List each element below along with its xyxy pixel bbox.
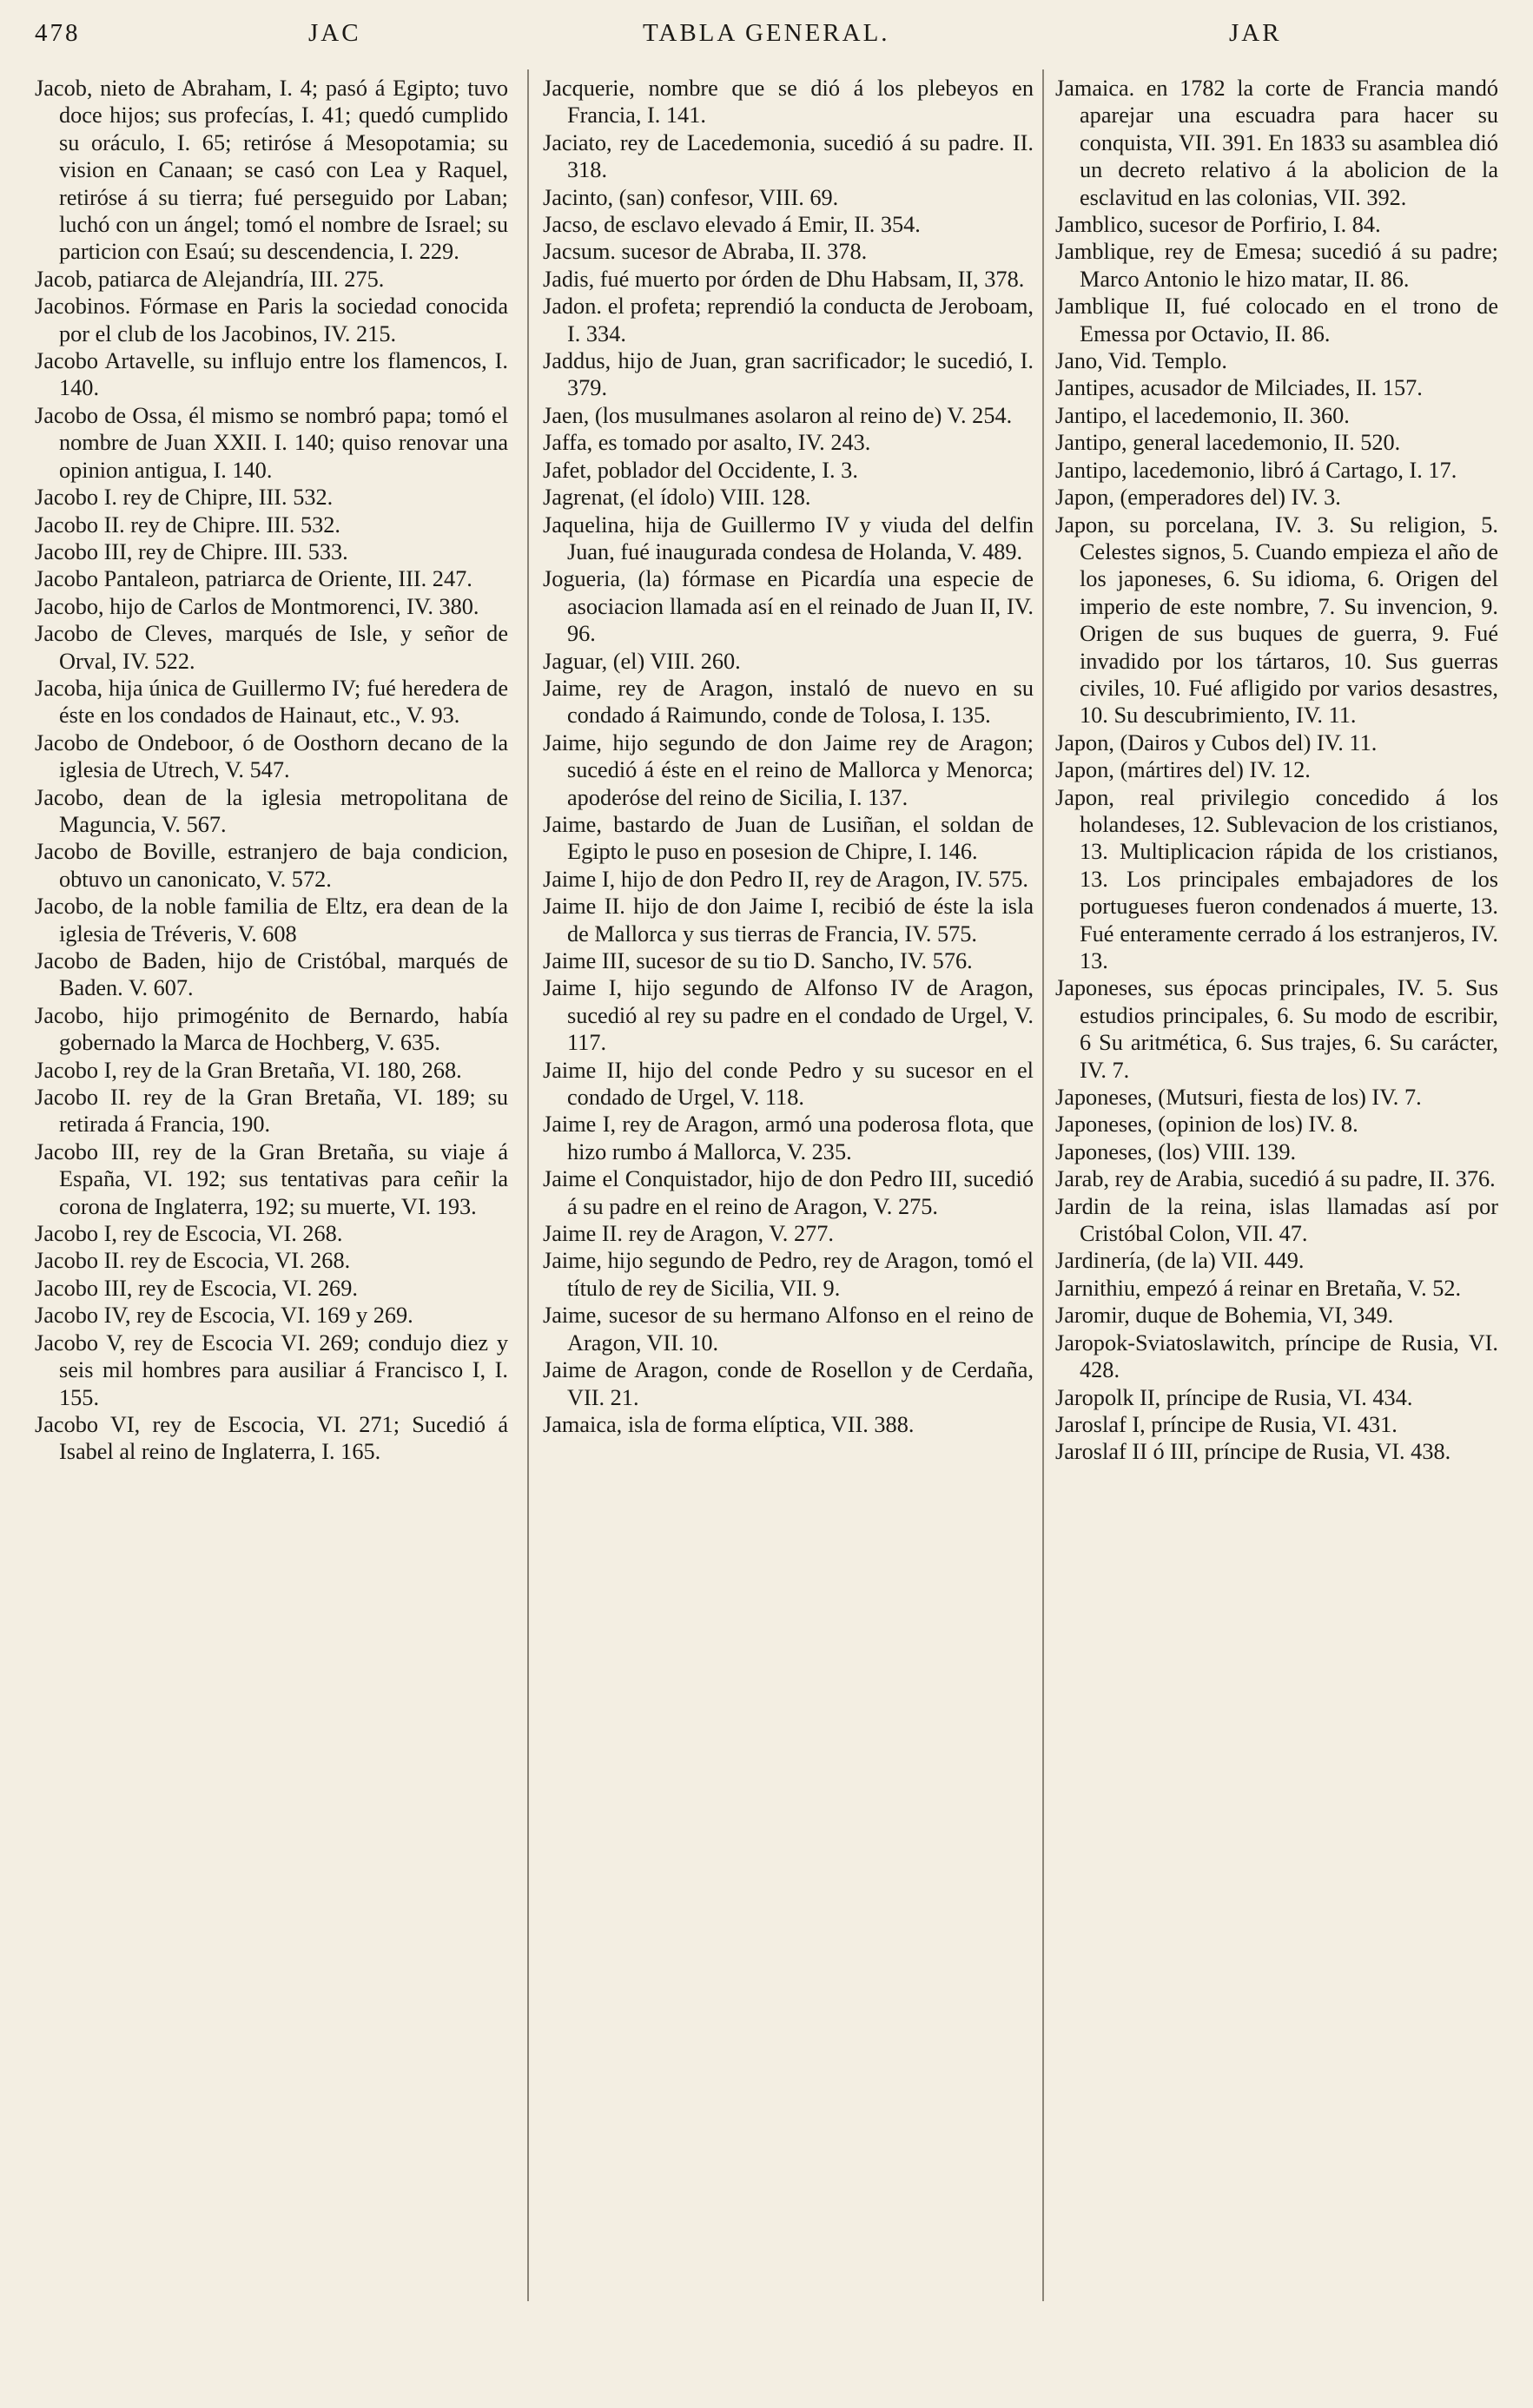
index-entry: Jacob, nieto de Abraham, I. 4; pasó á Egipto; tuvo doce hijos; sus profecías, I. 41; quedó cumplido su oráculo, I. 65; retiróse á Mesopotamia; su vision en Canaan; se casó con Lea y Raquel, retiróse á su tierra; fué perseguido por Laban; luchó con un ángel; tomó el nombre de Israel; su particion con Esaú; su descendencia, I. 229. [35,76,508,265]
index-entry: Jantipes, acusador de Milciades, II. 157. [1055,375,1423,401]
index-entry: Japon, (mártires del) IV. 12. [1055,757,1311,783]
column-divider-1 [527,69,529,2301]
index-entry: Jaquelina, hija de Guillermo IV y viuda del delfin Juan, fué inaugurada condesa de Holanda, V. 489. [543,511,1034,564]
index-entry: Jagrenat, (el ídolo) VIII. 128. [543,485,811,511]
index-entry: Jacobo Artavelle, su influjo entre los flamencos, I. 140. [35,348,508,401]
index-entry: Jacobo VI, rey de Escocia, VI. 271; Sucedió á Isabel al reino de Inglaterra, I. 165. [35,1411,508,1465]
index-entry: Jaroslaf II ó III, príncipe de Rusia, VI. 438. [1055,1439,1451,1465]
index-entry: Jacobo II. rey de la Gran Bretaña, VI. 189; su retirada á Francia, 190. [35,1085,508,1138]
index-entry: Jacobo, hijo primogénito de Bernardo, había gobernado la Marca de Hochberg, V. 635. [35,1002,508,1056]
index-entry: Jaime, sucesor de su hermano Alfonso en el reino de Aragon, VII. 10. [543,1303,1034,1356]
index-entry: Jardinería, (de la) VII. 449. [1055,1248,1305,1274]
page-title: TABLA GENERAL. [643,19,890,47]
index-entry: Japoneses, sus épocas principales, IV. 5. Sus estudios principales, 6. Su modo de escribir, 6 Su aritmética, 6. Sus trajes, 6. Su carácter, IV. 7. [1055,975,1498,1083]
index-entry: Jacobo II. rey de Chipre. III. 532. [35,511,340,538]
index-entry: Jamaica, isla de forma elíptica, VII. 388. [543,1411,915,1437]
index-entry: Jarnithiu, empezó á reinar en Bretaña, V. 52. [1055,1275,1462,1301]
index-entry: Jacquerie, nombre que se dió á los plebeyos en Francia, I. 141. [543,76,1034,129]
index-column-2 [543,75,1034,1438]
page-number: 478 [35,19,81,47]
index-entry: Jamaica. en 1782 la corte de Francia mandó aparejar una escuadra para hacer su conquista, VII. 391. En 1833 su asamblea dió un decreto relativo á la abolicion de la esclavitud en las colonias, VII. 392. [1055,76,1498,210]
index-entry: Jaime, rey de Aragon, instaló de nuevo en su condado á Raimundo, conde de Tolosa, I. 135. [543,675,1034,729]
index-entry: Jaime I, hijo de don Pedro II, rey de Aragon, IV. 575. [543,866,1028,892]
index-entry: Jaguar, (el) VIII. 260. [543,648,741,674]
index-entry: Jacobo I. rey de Chipre, III. 532. [35,485,334,511]
index-entry: Jacobo, de la noble familia de Eltz, era dean de la iglesia de Tréveris, V. 608 [35,894,508,947]
index-entry: Jaime I, hijo segundo de Alfonso IV de Aragon, sucedió al rey su padre en el condado de Urgel, V. 117. [543,975,1034,1056]
index-entry: Jacoba, hija única de Guillermo IV; fué heredera de éste en los condados de Hainaut, etc., V. 93. [35,675,508,729]
index-entry: Jaime, hijo segundo de Pedro, rey de Aragon, tomó el título de rey de Sicilia, VII. 9. [543,1248,1034,1301]
index-entry: Jaen, (los musulmanes asolaron al reino de) V. 254. [543,402,1013,428]
index-entry: Jaime II. hijo de don Jaime I, recibió de éste la isla de Mallorca y sus tierras de Francia, IV. 575. [543,894,1034,947]
index-entry: Jacobo de Ossa, él mismo se nombró papa; tomó el nombre de Juan XXII. I. 140; quiso renovar una opinion antigua, I. 140. [35,402,508,483]
index-entry: Jacob, patiarca de Alejandría, III. 275. [35,266,385,292]
index-entry: Japon, su porcelana, IV. 3. Su religion, 5. Celestes signos, 5. Cuando empieza el año de los japoneses, 6. Su idioma, 6. Origen del imperio de este nombre, 7. Su invencion, 9. Origen de sus buques de guerra, 9. Fué invadido por los tártaros, 10. Sus guerras civiles, 10. Fué afligido por varios desastres, 10. Su descubrimiento, IV. 11. [1055,511,1498,729]
index-entry: Jacobo II. rey de Escocia, VI. 268. [35,1248,351,1274]
index-entry: Jantipo, general lacedemonio, II. 520. [1055,430,1401,456]
index-entry: Jaromir, duque de Bohemia, VI, 349. [1055,1303,1394,1329]
index-entry: Jacobo IV, rey de Escocia, VI. 169 y 269. [35,1303,413,1329]
index-entry: Jacobo, hijo de Carlos de Montmorenci, IV. 380. [35,593,479,619]
index-entry: Jaime III, sucesor de su tio D. Sancho, IV. 576. [543,948,973,973]
index-entry: Jaddus, hijo de Juan, gran sacrificador; le sucedió, I. 379. [543,348,1034,401]
index-entry: Jaime I, rey de Aragon, armó una poderosa flota, que hizo rumbo á Mallorca, V. 235. [543,1112,1034,1164]
index-entry: Jaime, hijo segundo de don Jaime rey de Aragon; sucedió á éste en el reino de Mallorca y Menorca; apoderóse del reino de Sicilia, I. 137. [543,729,1034,810]
index-entry: Jacobinos. Fórmase en Paris la sociedad conocida por el club de los Jacobinos, IV. 215. [35,294,508,346]
index-entry: Jaroslaf I, príncipe de Rusia, VI. 431. [1055,1411,1398,1437]
index-entry: Jarab, rey de Arabia, sucedió á su padre, II. 376. [1055,1166,1496,1192]
left-keyword: JAC [308,19,361,47]
index-entry: Jacobo de Baden, hijo de Cristóbal, marqués de Baden. V. 607. [35,948,508,1001]
index-entry: Jacinto, (san) confesor, VIII. 69. [543,184,839,210]
index-entry: Jacobo Pantaleon, patriarca de Oriente, III. 247. [35,566,472,592]
index-entry: Jaime el Conquistador, hijo de don Pedro III, sucedió á su padre en el reino de Aragon, V. 275. [543,1166,1034,1219]
page-header [0,19,1533,63]
index-entry: Jaime II. rey de Aragon, V. 277. [543,1221,834,1247]
index-entry: Jaime, bastardo de Juan de Lusiñan, el soldan de Egipto le puso en posesion de Chipre, I. 146. [543,811,1034,865]
index-entry: Japon, (Dairos y Cubos del) IV. 11. [1055,729,1378,755]
right-keyword: JAR [1229,19,1282,47]
index-entry: Jacobo de Ondeboor, ó de Oosthorn decano de la iglesia de Utrech, V. 547. [35,729,508,783]
index-entry: Jadon. el profeta; reprendió la conducta de Jeroboam, I. 334. [543,294,1034,346]
index-entry: Jadis, fué muerto por órden de Dhu Habsam, II, 378. [543,266,1025,292]
index-entry: Jaffa, es tomado por asalto, IV. 243. [543,430,871,456]
index-entry: Jacobo III, rey de Chipre. III. 533. [35,538,348,564]
index-entry: Jaropolk II, príncipe de Rusia, VI. 434. [1055,1384,1413,1410]
index-entry: Jacobo V, rey de Escocia VI. 269; condujo diez y seis mil hombres para ausiliar á Francisco I, I. 155. [35,1329,508,1410]
index-entry: Jacobo III, rey de Escocia, VI. 269. [35,1275,358,1301]
index-entry: Jacobo III, rey de la Gran Bretaña, su viaje á España, VI. 192; sus tentativas para ceñir la corona de Inglaterra, 192; su muerte, VI. 193. [35,1138,508,1219]
index-entry: Japon, (emperadores del) IV. 3. [1055,485,1341,511]
index-entry: Jacobo, dean de la iglesia metropolitana de Maguncia, V. 567. [35,784,508,837]
index-entry: Jacobo I, rey de la Gran Bretaña, VI. 180, 268. [35,1057,462,1083]
index-entry: Jacso, de esclavo elevado á Emir, II. 354. [543,212,921,238]
column-divider-2 [1042,69,1044,2301]
index-column-3 [1055,75,1498,1466]
index-entry: Jacobo de Boville, estranjero de baja condicion, obtuvo un canonicato, V. 572. [35,839,508,892]
index-entry: Jacobo de Cleves, marqués de Isle, y señor de Orval, IV. 522. [35,621,508,674]
index-entry: Jantipo, lacedemonio, libró á Cartago, I. 17. [1055,457,1457,483]
index-entry: Jamblique, rey de Emesa; sucedió á su padre; Marco Antonio le hizo matar, II. 86. [1055,239,1498,292]
index-entry: Jafet, poblador del Occidente, I. 3. [543,457,858,483]
index-entry: Jacobo I, rey de Escocia, VI. 268. [35,1221,343,1247]
index-entry: Jamblico, sucesor de Porfirio, I. 84. [1055,212,1381,238]
index-entry: Jaropok-Sviatoslawitch, príncipe de Rusia, VI. 428. [1055,1329,1498,1383]
index-entry: Japoneses, (Mutsuri, fiesta de los) IV. 7. [1055,1085,1422,1111]
index-entry: Jantipo, el lacedemonio, II. 360. [1055,402,1350,428]
index-entry: Jardin de la reina, islas llamadas así por Cristóbal Colon, VII. 47. [1055,1193,1498,1247]
index-entry: Jaime de Aragon, conde de Rosellon y de Cerdaña, VII. 21. [543,1357,1034,1410]
index-entry: Jaime II, hijo del conde Pedro y su sucesor en el condado de Urgel, V. 118. [543,1057,1034,1111]
index-column-1 [35,75,508,1466]
index-entry: Jano, Vid. Templo. [1055,348,1227,374]
index-entry: Jogueria, (la) fórmase en Picardía una especie de asociacion llamada así en el reinado de Juan II, IV. 96. [543,566,1034,647]
index-entry: Japon, real privilegio concedido á los holandeses, 12. Sublevacion de los cristianos, 13. Multiplicacion rápida de los cristianos, 13. Los principales embajadores de los portugueses fueron condenados á muerte, 13. Fué enteramente cerrado á los estranjeros, IV. 13. [1055,784,1498,973]
index-entry: Japoneses, (los) VIII. 139. [1055,1138,1297,1164]
index-entry: Jamblique II, fué colocado en el trono de Emessa por Octavio, II. 86. [1055,294,1498,346]
index-entry: Jaciato, rey de Lacedemonia, sucedió á su padre. II. 318. [543,129,1034,183]
index-entry: Jacsum. sucesor de Abraba, II. 378. [543,239,868,265]
index-entry: Japoneses, (opinion de los) IV. 8. [1055,1112,1358,1138]
